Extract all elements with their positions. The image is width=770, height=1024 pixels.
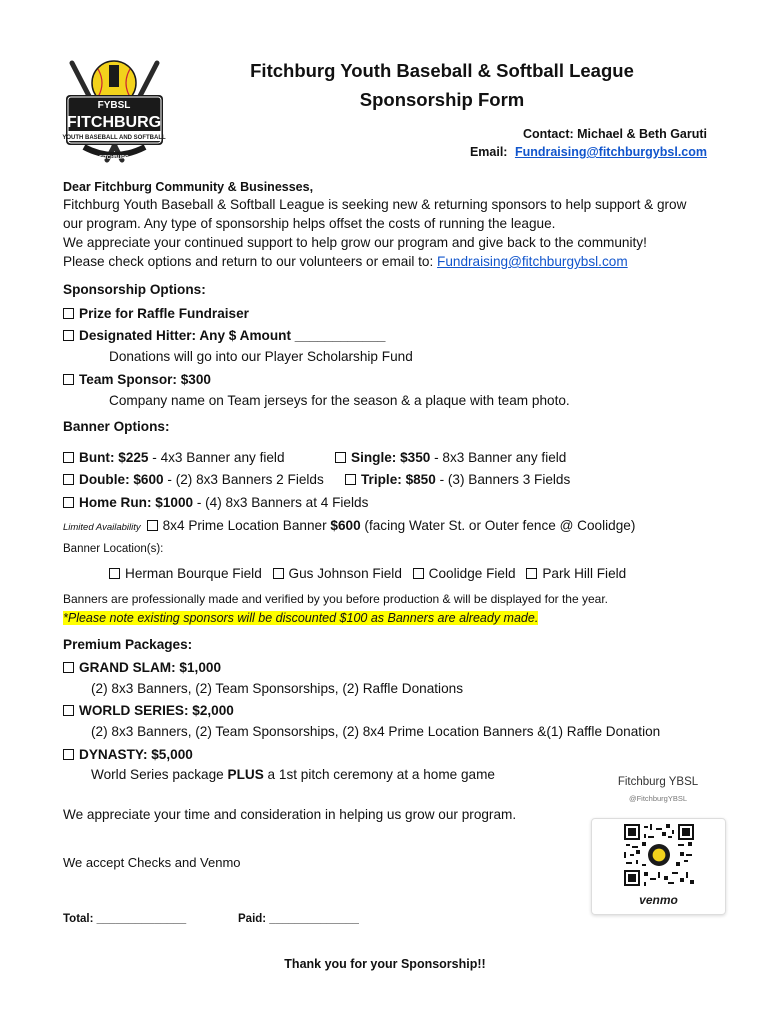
bunt-desc: - 4x3 Banner any field [148, 450, 285, 465]
option-single[interactable] [335, 450, 566, 465]
home-run-desc: - (4) 8x3 Banners at 4 Fields [193, 495, 369, 510]
triple-checkbox[interactable] [345, 474, 356, 485]
letter-email-link[interactable]: Fundraising@fitchburgybsl.com [437, 254, 628, 269]
option-designated-hitter[interactable] [63, 328, 385, 343]
option-dynasty[interactable] [63, 747, 193, 762]
option-bunt[interactable] [63, 450, 285, 465]
total-field[interactable]: Total: ______________ [63, 913, 187, 925]
header-email-line [470, 145, 707, 159]
contact-line: Contact: Michael & Beth Garuti [522, 127, 707, 141]
greeting: Dear Fitchburg Community & Businesses, [63, 180, 314, 194]
prime-checkbox[interactable] [147, 520, 158, 531]
gus-johnson-checkbox[interactable] [273, 568, 284, 579]
grand-slam-checkbox[interactable] [63, 662, 74, 673]
coolidge-checkbox[interactable] [413, 568, 424, 579]
qr-code [624, 824, 694, 886]
location-park-hill[interactable] [526, 566, 626, 581]
logo-bottom-text: FITCHBURG [99, 155, 129, 161]
dynasty-checkbox[interactable] [63, 749, 74, 760]
prime-price: $600 [330, 518, 361, 533]
coolidge-label: Coolidge Field [428, 566, 516, 581]
home-run-checkbox[interactable] [63, 497, 74, 508]
banner-heading: Banner Options: [63, 419, 170, 434]
option-prime-location[interactable] [63, 517, 635, 535]
prime-post: (facing Water St. or Outer fence @ Coolidge) [360, 518, 636, 533]
raffle-label: Prize for Raffle Fundraiser [79, 306, 249, 321]
limited-availability: Limited Availability [63, 522, 141, 533]
discount-note: *Please note existing sponsors will be discounted $100 as Banners are already made. [63, 611, 539, 625]
hitter-checkbox[interactable] [63, 330, 74, 341]
hitter-note: Donations will go into our Player Scholarship Fund [109, 349, 413, 364]
premium-heading: Premium Packages: [63, 637, 193, 652]
team-checkbox[interactable] [63, 374, 74, 385]
option-grand-slam[interactable] [63, 660, 221, 675]
header-email-link[interactable]: Fundraising@fitchburgybsl.com [514, 145, 707, 159]
single-label: Single: $350 [351, 450, 431, 465]
dynasty-pre: World Series package [91, 767, 228, 782]
sponsorship-heading: Sponsorship Options: [63, 282, 206, 297]
location-coolidge[interactable] [413, 566, 516, 581]
fybsl-logo [62, 55, 167, 167]
venmo-qr-card[interactable] [591, 818, 726, 915]
logo-top-text: FYBSL [97, 100, 131, 111]
option-home-run[interactable] [63, 495, 368, 510]
gus-johnson-label: Gus Johnson Field [288, 566, 402, 581]
herman-bourque-checkbox[interactable] [109, 568, 120, 579]
option-triple[interactable] [345, 472, 570, 487]
raffle-checkbox[interactable] [63, 308, 74, 319]
letter-line-2: our program. Any type of sponsorship helps offset the costs of running the league. [63, 216, 556, 231]
form-title: Fitchburg Youth Baseball & Softball League [250, 60, 634, 81]
banner-location-options [109, 566, 626, 581]
thank-you: Thank you for your Sponsorship!! [284, 957, 486, 971]
world-series-label: WORLD SERIES: $2,000 [79, 703, 234, 718]
logo-main-text: FITCHBURG [66, 114, 162, 131]
venmo-handle: @FitchburgYBSL [628, 794, 688, 803]
home-run-label: Home Run: $1000 [79, 495, 194, 510]
option-double[interactable] [63, 472, 324, 487]
accept-text: We accept Checks and Venmo [63, 855, 241, 870]
double-checkbox[interactable] [63, 474, 74, 485]
single-desc: - 8x3 Banner any field [430, 450, 567, 465]
dynasty-plus: PLUS [227, 767, 264, 782]
location-gus-johnson[interactable] [273, 566, 402, 581]
bunt-checkbox[interactable] [63, 452, 74, 463]
single-checkbox[interactable] [335, 452, 346, 463]
logo-ribbon-text: YOUTH BASEBALL AND SOFTBALL [62, 135, 166, 141]
dynasty-post: a 1st pitch ceremony at a home game [263, 767, 495, 782]
letter-line-4-prefix: Please check options and return to our volunteers or email to: [63, 254, 434, 269]
double-desc: - (2) 8x3 Banners 2 Fields [163, 472, 324, 487]
appreciate-text: We appreciate your time and consideration in helping us grow our program. [63, 807, 517, 822]
email-label: Email: [469, 145, 508, 159]
team-label: Team Sponsor: $300 [79, 372, 211, 387]
world-series-note: (2) 8x3 Banners, (2) Team Sponsorships, (2) 8x4 Prime Location Banners &(1) Raffle Donation [91, 724, 661, 739]
letter-line-4 [63, 254, 628, 269]
grand-slam-label: GRAND SLAM: $1,000 [79, 660, 222, 675]
venmo-logo: venmo [639, 893, 678, 907]
banner-production-note: Banners are professionally made and verified by you before production & will be displayed for the year. [63, 592, 608, 606]
dynasty-label: DYNASTY: $5,000 [79, 747, 193, 762]
venmo-name: Fitchburg YBSL [617, 776, 699, 788]
form-subtitle: Sponsorship Form [359, 89, 525, 110]
option-team-sponsor[interactable] [63, 372, 211, 387]
option-world-series[interactable] [63, 703, 234, 718]
park-hill-checkbox[interactable] [526, 568, 537, 579]
world-series-checkbox[interactable] [63, 705, 74, 716]
grand-slam-note: (2) 8x3 Banners, (2) Team Sponsorships, (2) Raffle Donations [91, 681, 463, 696]
park-hill-label: Park Hill Field [542, 566, 627, 581]
double-label: Double: $600 [79, 472, 164, 487]
hitter-label: Designated Hitter: Any $ Amount ____________ [79, 328, 386, 343]
herman-bourque-label: Herman Bourque Field [125, 566, 262, 581]
option-raffle[interactable] [63, 306, 249, 321]
prime-pre: 8x4 Prime Location Banner [162, 518, 331, 533]
bunt-label: Bunt: $225 [79, 450, 149, 465]
letter-line-1: Fitchburg Youth Baseball & Softball League is seeking new & returning sponsors to help support & grow [63, 197, 687, 212]
triple-desc: - (3) Banners 3 Fields [435, 472, 571, 487]
location-herman-bourque[interactable] [109, 566, 262, 581]
team-note: Company name on Team jerseys for the season & a plaque with team photo. [109, 393, 570, 408]
triple-label: Triple: $850 [361, 472, 436, 487]
banner-location-label: Banner Location(s): [63, 543, 164, 555]
letter-line-3: We appreciate your continued support to help grow our program and give back to the community! [63, 235, 647, 250]
dynasty-note [91, 767, 495, 782]
paid-field[interactable]: Paid: ______________ [238, 913, 359, 925]
